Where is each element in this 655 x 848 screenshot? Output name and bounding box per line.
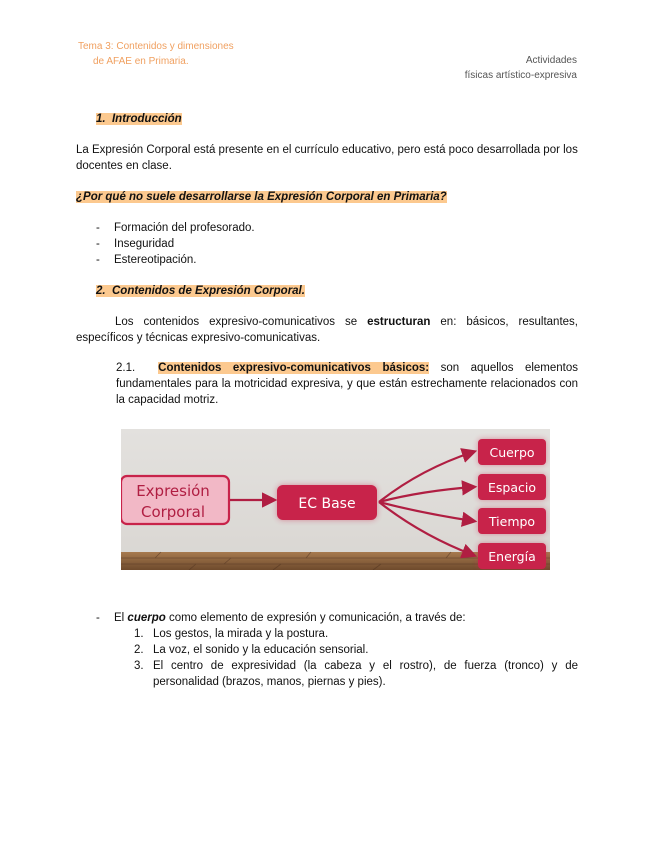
espacio-label: Espacio (488, 480, 536, 495)
section2-intro-bold: estructuran (367, 316, 431, 328)
list-item (76, 626, 578, 642)
header-subject-line2: físicas artístico-expresiva (464, 70, 577, 81)
point-number: 3. (134, 660, 144, 672)
section1-question-text: ¿Por qué no suele desarrollarse la Expresión Corporal en Primaria? (76, 191, 447, 203)
expresion-corporal-line2: Corporal (140, 503, 206, 521)
expresion-corporal-line1: Expresión (136, 482, 210, 500)
section2-title: Contenidos de Expresión Corporal. (111, 285, 305, 297)
list-item: - Estereotipación. (76, 252, 578, 268)
ec-diagram (121, 429, 550, 570)
point-text: La voz, el sonido y la educación sensorial. (153, 644, 369, 656)
point-text: Los gestos, la mirada y la postura. (153, 628, 329, 640)
subsection-text: son aquellos elementos fundamentales para la motricidad expresiva, y que están estrechamente relacionados con la capacidad motriz. (116, 362, 579, 406)
ec-base-label: EC Base (298, 496, 356, 512)
body-section (76, 610, 578, 690)
section2-heading (76, 283, 578, 299)
subsection-number: 2.1. (116, 362, 136, 374)
header-subject (465, 53, 577, 83)
header-topic-line1: Tema 3: Contenidos y dimensiones (78, 41, 234, 52)
point-text: El centro de expresividad (la cabeza y el rostro), de fuerza (tronco) y de personalidad (brazos, manos, piernas y pies). (153, 660, 578, 688)
header-topic-line2: de AFAE en Primaria. (93, 56, 189, 67)
subsection-title: Contenidos expresivo-comunicativos básicos: (158, 362, 430, 374)
subsection-2-1 (116, 360, 578, 408)
section2-intro-after: en: básicos, resultantes, específicos y técnicas expresivo-comunicativas. (76, 316, 578, 344)
section1-paragraph: La Expresión Corporal está presente en el currículo educativo, pero está poco desarrollada por los docentes en clase. (76, 144, 578, 172)
point-number: 1. (134, 628, 144, 640)
reasons-list (76, 220, 578, 268)
section2-number: 2. (96, 285, 106, 297)
section2-intro (76, 314, 578, 346)
body-item-keyword: cuerpo (127, 612, 166, 624)
header-subject-line1: Actividades (525, 55, 577, 66)
body-item (76, 610, 578, 626)
section1-number: 1. (96, 113, 106, 125)
body-item-before: El (114, 612, 128, 624)
list-item: - Inseguridad (76, 236, 578, 252)
list-item: - Formación del profesorado. (76, 220, 578, 236)
body-points-list (76, 626, 578, 690)
tiempo-label: Tiempo (488, 514, 536, 529)
header-topic (78, 39, 234, 69)
body-item-after: como elemento de expresión y comunicación, a través de: (165, 612, 466, 624)
list-item (76, 642, 578, 658)
cuerpo-label: Cuerpo (489, 445, 535, 460)
energia-label: Energía (488, 549, 536, 564)
section1-question (76, 189, 578, 205)
section1-title: Introducción (111, 113, 182, 125)
section1-heading (76, 111, 578, 127)
list-item (76, 658, 578, 690)
point-number: 2. (134, 644, 144, 656)
section2-intro-before: Los contenidos expresivo-comunicativos se (115, 316, 368, 328)
